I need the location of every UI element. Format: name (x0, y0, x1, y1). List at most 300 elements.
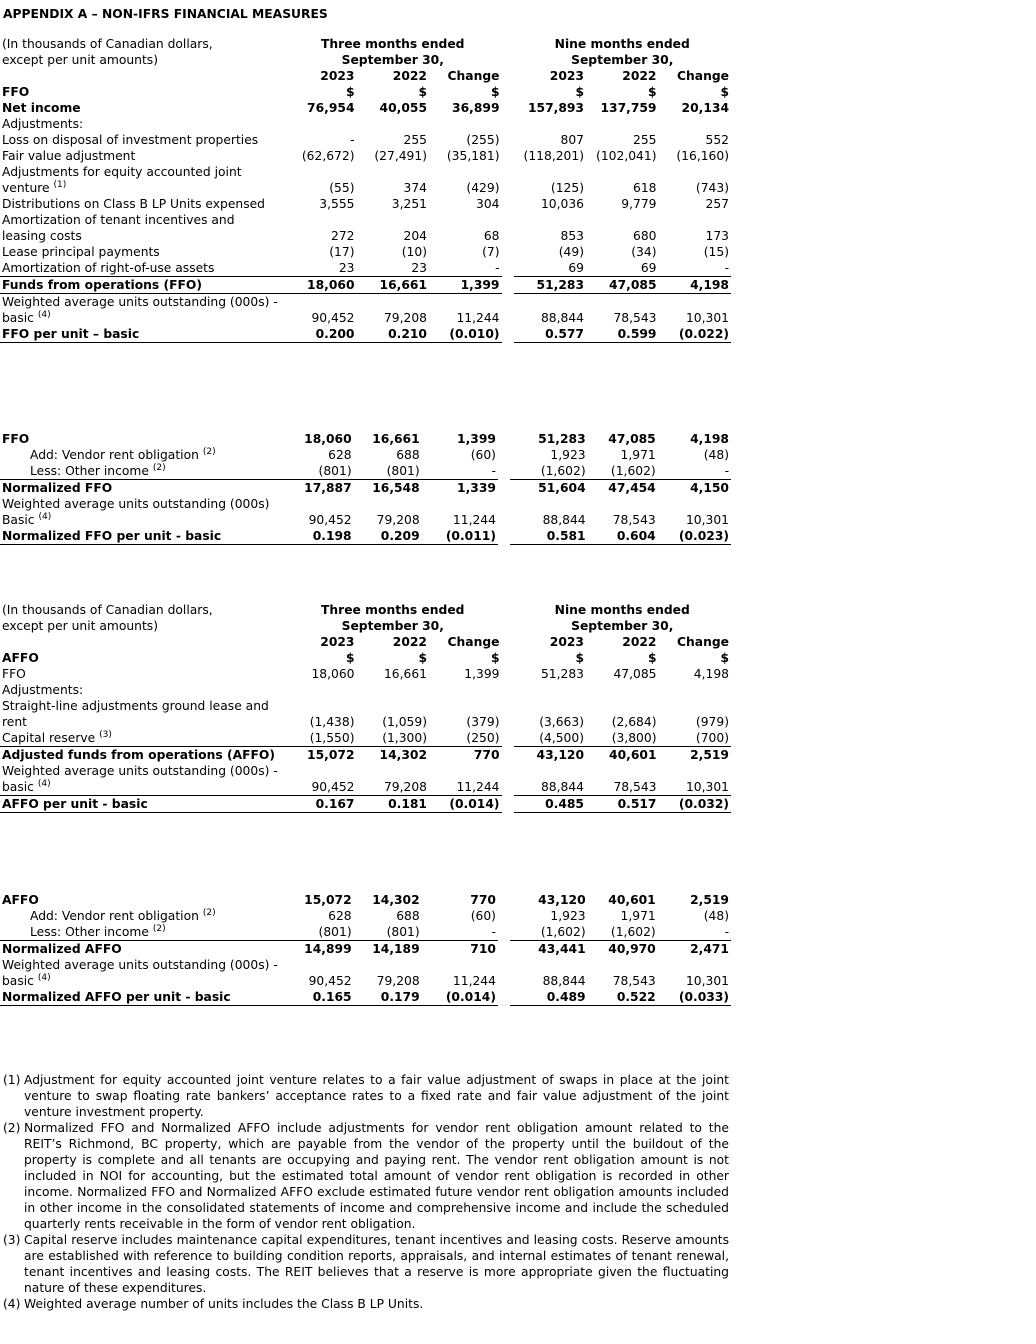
table-cell (354, 496, 422, 512)
row-label (0, 431, 293, 447)
table-cell (429, 116, 502, 132)
table-cell: 23 (284, 260, 357, 277)
table-row (0, 431, 731, 447)
table-cell: 43,441 (538, 942, 586, 956)
currency-header: $ (418, 85, 427, 99)
table-cell: 15,072 (307, 748, 355, 762)
table-cell: 10,301 (685, 974, 729, 988)
table-cell: 79,208 (383, 311, 427, 325)
table-cell (357, 682, 430, 698)
footnote (3, 1296, 729, 1312)
table-cell: 710 (470, 942, 496, 956)
row-label-text: Fair value adjustment (2, 149, 136, 163)
year-header: 2022 (392, 635, 427, 649)
table-cell: 11,244 (452, 974, 496, 988)
table-row (0, 796, 731, 813)
table-cell: 18,060 (311, 667, 355, 681)
row-label-text: Normalized FFO (2, 481, 113, 495)
row-label-text: Net income (2, 101, 81, 115)
table-row (0, 260, 731, 277)
table-cell: (801) (354, 463, 422, 480)
table-cell: (34) (631, 245, 657, 259)
table-cell: (10) (401, 245, 427, 259)
table-cell: 1,923 (550, 448, 586, 462)
table-cell: 14,302 (379, 748, 427, 762)
units-label: (In thousands of Canadian dollars, (2, 603, 213, 617)
normalized-affo-table (0, 892, 731, 1006)
table-cell: 20,134 (681, 101, 729, 115)
table-cell: 680 (633, 229, 657, 243)
table-cell: 304 (476, 197, 500, 211)
table-row (0, 730, 731, 747)
table-cell: 1,399 (429, 277, 502, 294)
row-label-text: Amortization of right-of-use assets (2, 261, 215, 275)
row-label-text: Add: Vendor rent obligation (30, 909, 199, 923)
currency-header: $ (575, 651, 584, 665)
table-cell: 47,085 (613, 667, 657, 681)
row-label-text: Normalized AFFO per unit - basic (2, 990, 231, 1004)
table-cell: 40,970 (608, 942, 656, 956)
period-header: September 30, (571, 53, 674, 67)
table-row (0, 892, 731, 908)
period-header: September 30, (341, 53, 444, 67)
table-cell (284, 116, 357, 132)
table-cell: 0.179 (354, 989, 422, 1006)
row-label (0, 196, 284, 212)
table-cell: 257 (705, 197, 729, 211)
row-label-text: Amortization of tenant incentives and leasing costs (2, 213, 235, 243)
table-cell: 0.181 (357, 796, 430, 813)
footnote-ref: (4) (37, 779, 51, 789)
row-label (0, 148, 284, 164)
table-cell: (379) (466, 715, 500, 729)
row-label (0, 730, 284, 747)
table-cell: 16,661 (357, 277, 430, 294)
table-cell: 18,060 (304, 432, 352, 446)
row-label (0, 892, 293, 908)
row-label-text: Capital reserve (2, 731, 96, 745)
table-cell: 4,198 (693, 667, 729, 681)
table-cell: 47,085 (586, 277, 659, 294)
table-cell: 90,452 (284, 763, 357, 796)
table-cell: 16,548 (372, 481, 420, 495)
table-cell: 770 (473, 748, 500, 762)
row-label (0, 447, 293, 463)
period-header: September 30, (571, 619, 674, 633)
table-cell: (1,602) (510, 463, 587, 480)
table-cell: 36,899 (452, 101, 500, 115)
table-cell: 43,120 (538, 893, 586, 907)
table-row (0, 212, 731, 244)
table-cell: (429) (466, 181, 500, 195)
table-cell (422, 496, 498, 512)
table-cell: 0.209 (354, 528, 422, 545)
table-cell: (0.022) (659, 326, 732, 343)
row-label (0, 908, 293, 924)
table-cell (659, 116, 732, 132)
row-label (0, 463, 293, 480)
table-cell: 88,844 (542, 513, 586, 527)
row-label-text: AFFO per unit - basic (2, 797, 148, 811)
footnote-ref: (1) (53, 180, 67, 190)
table-cell: - (659, 260, 732, 277)
table-cell: 1,399 (464, 667, 500, 681)
row-label-text: Distributions on Class B LP Units expensed (2, 197, 265, 211)
footnote-text: Normalized FFO and Normalized AFFO include adjustments for vendor rent obligation amount related to the REIT’s Richmond, BC property, which are payable from the vendor of the property until the buildout of the property is complete and all tenants are occupying and paying rent. The vendor rent obligation amount is not included in NOI for accounting, but the estimated total amount of vendor rent obligation is recorded in other income. Normalized FFO and Normalized AFFO exclude estimated future vendor rent obligation amounts included in other income in the consolidated statements of income and comprehensive income and include the scheduled quarterly rents receivable in the form of vendor rent obligation. (24, 1121, 729, 1231)
table-cell: (801) (293, 924, 354, 941)
affo-table (0, 602, 731, 813)
table-cell: 23 (357, 260, 430, 277)
table-cell: 69 (514, 260, 587, 277)
table-row (0, 100, 731, 116)
table-cell: (0.010) (429, 326, 502, 343)
nine-months-header: Nine months ended (554, 603, 690, 617)
row-label (0, 747, 284, 764)
table-cell: (1,602) (588, 924, 658, 941)
row-label-text: Less: Other income (30, 925, 149, 939)
footnote-mark: (3) (3, 1233, 21, 1247)
year-header: 2023 (549, 69, 584, 83)
footnotes (3, 1072, 729, 1312)
row-label (0, 480, 293, 497)
footnote-ref: (2) (152, 924, 166, 934)
footnote-mark: (4) (3, 1297, 21, 1311)
table-cell: (55) (329, 181, 355, 195)
row-label-text: Add: Vendor rent obligation (30, 448, 199, 462)
table-cell: 78,543 (613, 311, 657, 325)
change-header: Change (677, 635, 729, 649)
table-cell: 76,954 (307, 101, 355, 115)
table-cell: 79,208 (376, 974, 420, 988)
table-cell: 0.604 (588, 528, 658, 545)
row-label-text: Basic (2, 513, 35, 527)
table-cell (514, 116, 587, 132)
table-cell: 51,283 (538, 432, 586, 446)
normalized-ffo-table (0, 431, 731, 545)
table-row (0, 763, 731, 796)
table-cell: (1,300) (357, 730, 430, 747)
row-label-text: Adjustments: (2, 117, 84, 131)
table-cell: 137,759 (600, 101, 657, 115)
row-label (0, 957, 293, 989)
table-cell: 0.200 (284, 326, 357, 343)
table-cell: (1,602) (588, 463, 658, 480)
table-cell: 16,661 (372, 432, 420, 446)
row-label-text: Straight-line adjustments ground lease and rent (2, 699, 269, 729)
footnote-ref: (2) (202, 908, 216, 918)
table-cell: 51,283 (514, 277, 587, 294)
table-cell: 1,339 (457, 481, 496, 495)
ffo-table (0, 36, 731, 343)
table-cell: (125) (550, 181, 584, 195)
table-cell (284, 682, 357, 698)
row-label (0, 294, 284, 327)
table-cell: (1,438) (309, 715, 355, 729)
table-cell: 807 (560, 133, 584, 147)
year-header: 2022 (392, 69, 427, 83)
row-label (0, 277, 284, 294)
row-label (0, 682, 284, 698)
table-cell: 552 (705, 133, 729, 147)
table-cell (659, 682, 732, 698)
table-cell: 10,301 (685, 513, 729, 527)
footnote-ref: (3) (99, 730, 112, 740)
table-cell: 51,283 (540, 667, 584, 681)
table-cell: 3,555 (319, 197, 355, 211)
table-cell: 0.210 (357, 326, 430, 343)
row-label (0, 528, 293, 545)
table-cell: 1,399 (457, 432, 496, 446)
table-cell: (0.011) (422, 528, 498, 545)
table-cell: 618 (633, 181, 657, 195)
table-row (0, 116, 731, 132)
table-cell: (4,500) (514, 730, 587, 747)
table-cell: (0.014) (429, 796, 502, 813)
table-cell: 88,844 (514, 763, 587, 796)
row-label-text: Weighted average units outstanding (000s) - basic (2, 295, 278, 325)
table-row (0, 908, 731, 924)
row-label-text: Loss on disposal of investment properties (2, 133, 259, 147)
table-row (0, 924, 731, 941)
table-cell: (27,491) (374, 149, 427, 163)
table-cell (510, 496, 587, 512)
table-cell: 15,072 (304, 893, 352, 907)
table-row (0, 528, 731, 545)
row-label (0, 244, 284, 260)
table-cell (658, 496, 731, 512)
table-cell: (1,602) (510, 924, 587, 941)
table-cell: 88,844 (542, 974, 586, 988)
currency-header: $ (647, 85, 657, 99)
currency-header: $ (720, 85, 729, 99)
table-cell: 78,543 (586, 763, 659, 796)
table-cell: 17,887 (304, 481, 352, 495)
row-label (0, 164, 284, 196)
row-label (0, 100, 284, 116)
table-cell: (35,181) (446, 149, 500, 163)
table-row (0, 277, 731, 294)
row-label-text: Adjusted funds from operations (AFFO) (2, 748, 275, 762)
table-cell: 628 (328, 909, 352, 923)
table-cell: 16,661 (383, 667, 427, 681)
table-cell: 3,251 (391, 197, 427, 211)
table-cell (429, 682, 502, 698)
row-label (0, 666, 284, 682)
table-cell: (48) (703, 448, 729, 462)
table-cell: 78,543 (612, 513, 656, 527)
table-cell: (700) (659, 730, 732, 747)
table-cell: 2,519 (690, 748, 729, 762)
table-cell: (60) (470, 909, 496, 923)
row-label (0, 212, 284, 244)
footnote (3, 1232, 729, 1296)
table-cell: 11,244 (456, 311, 500, 325)
table-cell: 0.198 (293, 528, 354, 545)
table-cell: (62,672) (301, 149, 355, 163)
table-cell: 47,085 (608, 432, 656, 446)
table-cell: - (658, 924, 731, 941)
table-row (0, 148, 731, 164)
row-label-text: Weighted average units outstanding (000s) - basic (2, 764, 278, 794)
year-header: 2023 (320, 69, 355, 83)
change-header: Change (447, 635, 500, 649)
row-label-text: FFO (2, 432, 30, 446)
table-cell: (0.014) (422, 989, 498, 1006)
table-cell: 47,454 (608, 481, 656, 495)
table-cell: 11,244 (429, 763, 502, 796)
table-cell: (801) (293, 463, 354, 480)
table-cell: 78,543 (612, 974, 656, 988)
currency-header: $ (720, 651, 729, 665)
three-months-header: Three months ended (321, 603, 465, 617)
table-row (0, 666, 731, 682)
footnote-text: Adjustment for equity accounted joint venture relates to a fair value adjustment of swaps in place at the joint venture to swap floating rate bankers’ acceptance rates to a fixed rate and fair value adjustment of the joint venture investment property. (24, 1073, 729, 1119)
footnote (3, 1120, 729, 1232)
row-label-text: Adjustments: (2, 683, 84, 697)
row-label-text: Weighted average units outstanding (000s) (2, 497, 270, 511)
table-cell: 69 (586, 260, 659, 277)
table-cell: 79,208 (376, 513, 420, 527)
year-header: 2023 (549, 635, 584, 649)
currency-header: $ (647, 651, 657, 665)
row-label-text: Normalized FFO per unit - basic (2, 529, 222, 543)
table-cell: 1,971 (620, 448, 656, 462)
table-cell: 2,519 (690, 893, 729, 907)
period-header: September 30, (341, 619, 444, 633)
footnote-ref: (4) (38, 512, 52, 522)
row-label (0, 698, 284, 730)
units-label-2: except per unit amounts) (2, 619, 158, 633)
table-cell: 157,893 (527, 101, 584, 115)
table-row (0, 196, 731, 212)
table-cell: 4,198 (659, 277, 732, 294)
table-cell: (48) (703, 909, 729, 923)
table-cell: (60) (470, 448, 496, 462)
table-cell: 0.522 (588, 989, 658, 1006)
section-label: AFFO (2, 651, 39, 665)
page-title: APPENDIX A – NON-IFRS FINANCIAL MEASURES (3, 7, 328, 21)
table-row (0, 326, 731, 343)
table-row (0, 463, 731, 480)
table-cell: - (422, 463, 498, 480)
table-cell: 0.517 (586, 796, 659, 813)
table-cell: (1,550) (284, 730, 357, 747)
change-header: Change (447, 69, 500, 83)
header-row (0, 36, 731, 52)
table-cell: (15) (703, 245, 729, 259)
table-row (0, 941, 731, 958)
row-label-text: Less: Other income (30, 464, 149, 478)
table-cell: 1,971 (620, 909, 656, 923)
table-cell (588, 496, 658, 512)
table-row (0, 294, 731, 327)
table-cell: 688 (396, 448, 420, 462)
table-cell: 90,452 (308, 974, 352, 988)
footnote-mark: (1) (3, 1073, 21, 1087)
row-label-text: Lease principal payments (2, 245, 160, 259)
table-cell: 0.577 (514, 326, 587, 343)
table-cell: 9,779 (621, 197, 657, 211)
table-cell: 255 (633, 133, 657, 147)
table-cell: 0.581 (510, 528, 587, 545)
row-label (0, 260, 284, 277)
footnote-ref: (2) (152, 463, 166, 473)
year-header: 2022 (622, 69, 657, 83)
row-label-text: AFFO (2, 893, 39, 907)
table-cell: 68 (483, 229, 500, 243)
table-cell: (1,059) (382, 715, 427, 729)
row-label (0, 989, 293, 1006)
year-header: 2022 (622, 635, 657, 649)
footnote-mark: (2) (3, 1121, 21, 1135)
table-cell: - (350, 133, 355, 147)
table-row (0, 480, 731, 497)
table-cell: 43,120 (536, 748, 584, 762)
table-cell: (743) (695, 181, 729, 195)
table-cell: 853 (560, 229, 584, 243)
table-cell: (7) (482, 245, 500, 259)
table-cell: 88,844 (540, 311, 584, 325)
table-cell: 0.599 (586, 326, 659, 343)
currency-header: $ (345, 651, 355, 665)
table-cell: (118,201) (523, 149, 584, 163)
table-cell (586, 116, 659, 132)
table-cell: (255) (466, 133, 500, 147)
row-label (0, 116, 284, 132)
table-cell: 0.167 (284, 796, 357, 813)
row-label (0, 512, 293, 528)
table-row (0, 682, 731, 698)
table-cell: 90,452 (308, 513, 352, 527)
table-cell: 14,899 (304, 942, 352, 956)
table-row (0, 164, 731, 196)
table-cell: 90,452 (311, 311, 355, 325)
currency-header: $ (418, 651, 427, 665)
table-cell: 51,604 (538, 481, 586, 495)
row-label (0, 496, 293, 512)
table-cell: 40,601 (608, 893, 656, 907)
table-cell: 14,189 (372, 942, 420, 956)
row-label-text: FFO per unit – basic (2, 327, 140, 341)
row-label (0, 941, 293, 958)
table-cell: 4,150 (690, 481, 729, 495)
table-cell: 2,471 (690, 942, 729, 956)
table-cell: 628 (328, 448, 352, 462)
table-row (0, 698, 731, 730)
table-cell: (2,684) (611, 715, 657, 729)
table-cell: 10,036 (540, 197, 584, 211)
year-header: 2023 (320, 635, 355, 649)
table-row (0, 496, 731, 512)
table-cell: 204 (403, 229, 427, 243)
table-cell: (3,800) (586, 730, 659, 747)
table-row (0, 957, 731, 989)
row-label (0, 132, 284, 148)
section-label: FFO (2, 85, 30, 99)
table-cell: (0.033) (658, 989, 731, 1006)
table-cell: 10,301 (659, 763, 732, 796)
table-cell: 40,055 (379, 101, 427, 115)
table-cell: 0.165 (293, 989, 354, 1006)
nine-months-header: Nine months ended (554, 37, 690, 51)
row-label (0, 763, 284, 796)
footnote-ref: (2) (202, 447, 216, 457)
table-cell: 14,302 (372, 893, 420, 907)
footnote-ref: (4) (37, 973, 51, 983)
currency-header: $ (345, 85, 355, 99)
table-cell: (17) (329, 245, 355, 259)
table-cell: 10,301 (685, 311, 729, 325)
